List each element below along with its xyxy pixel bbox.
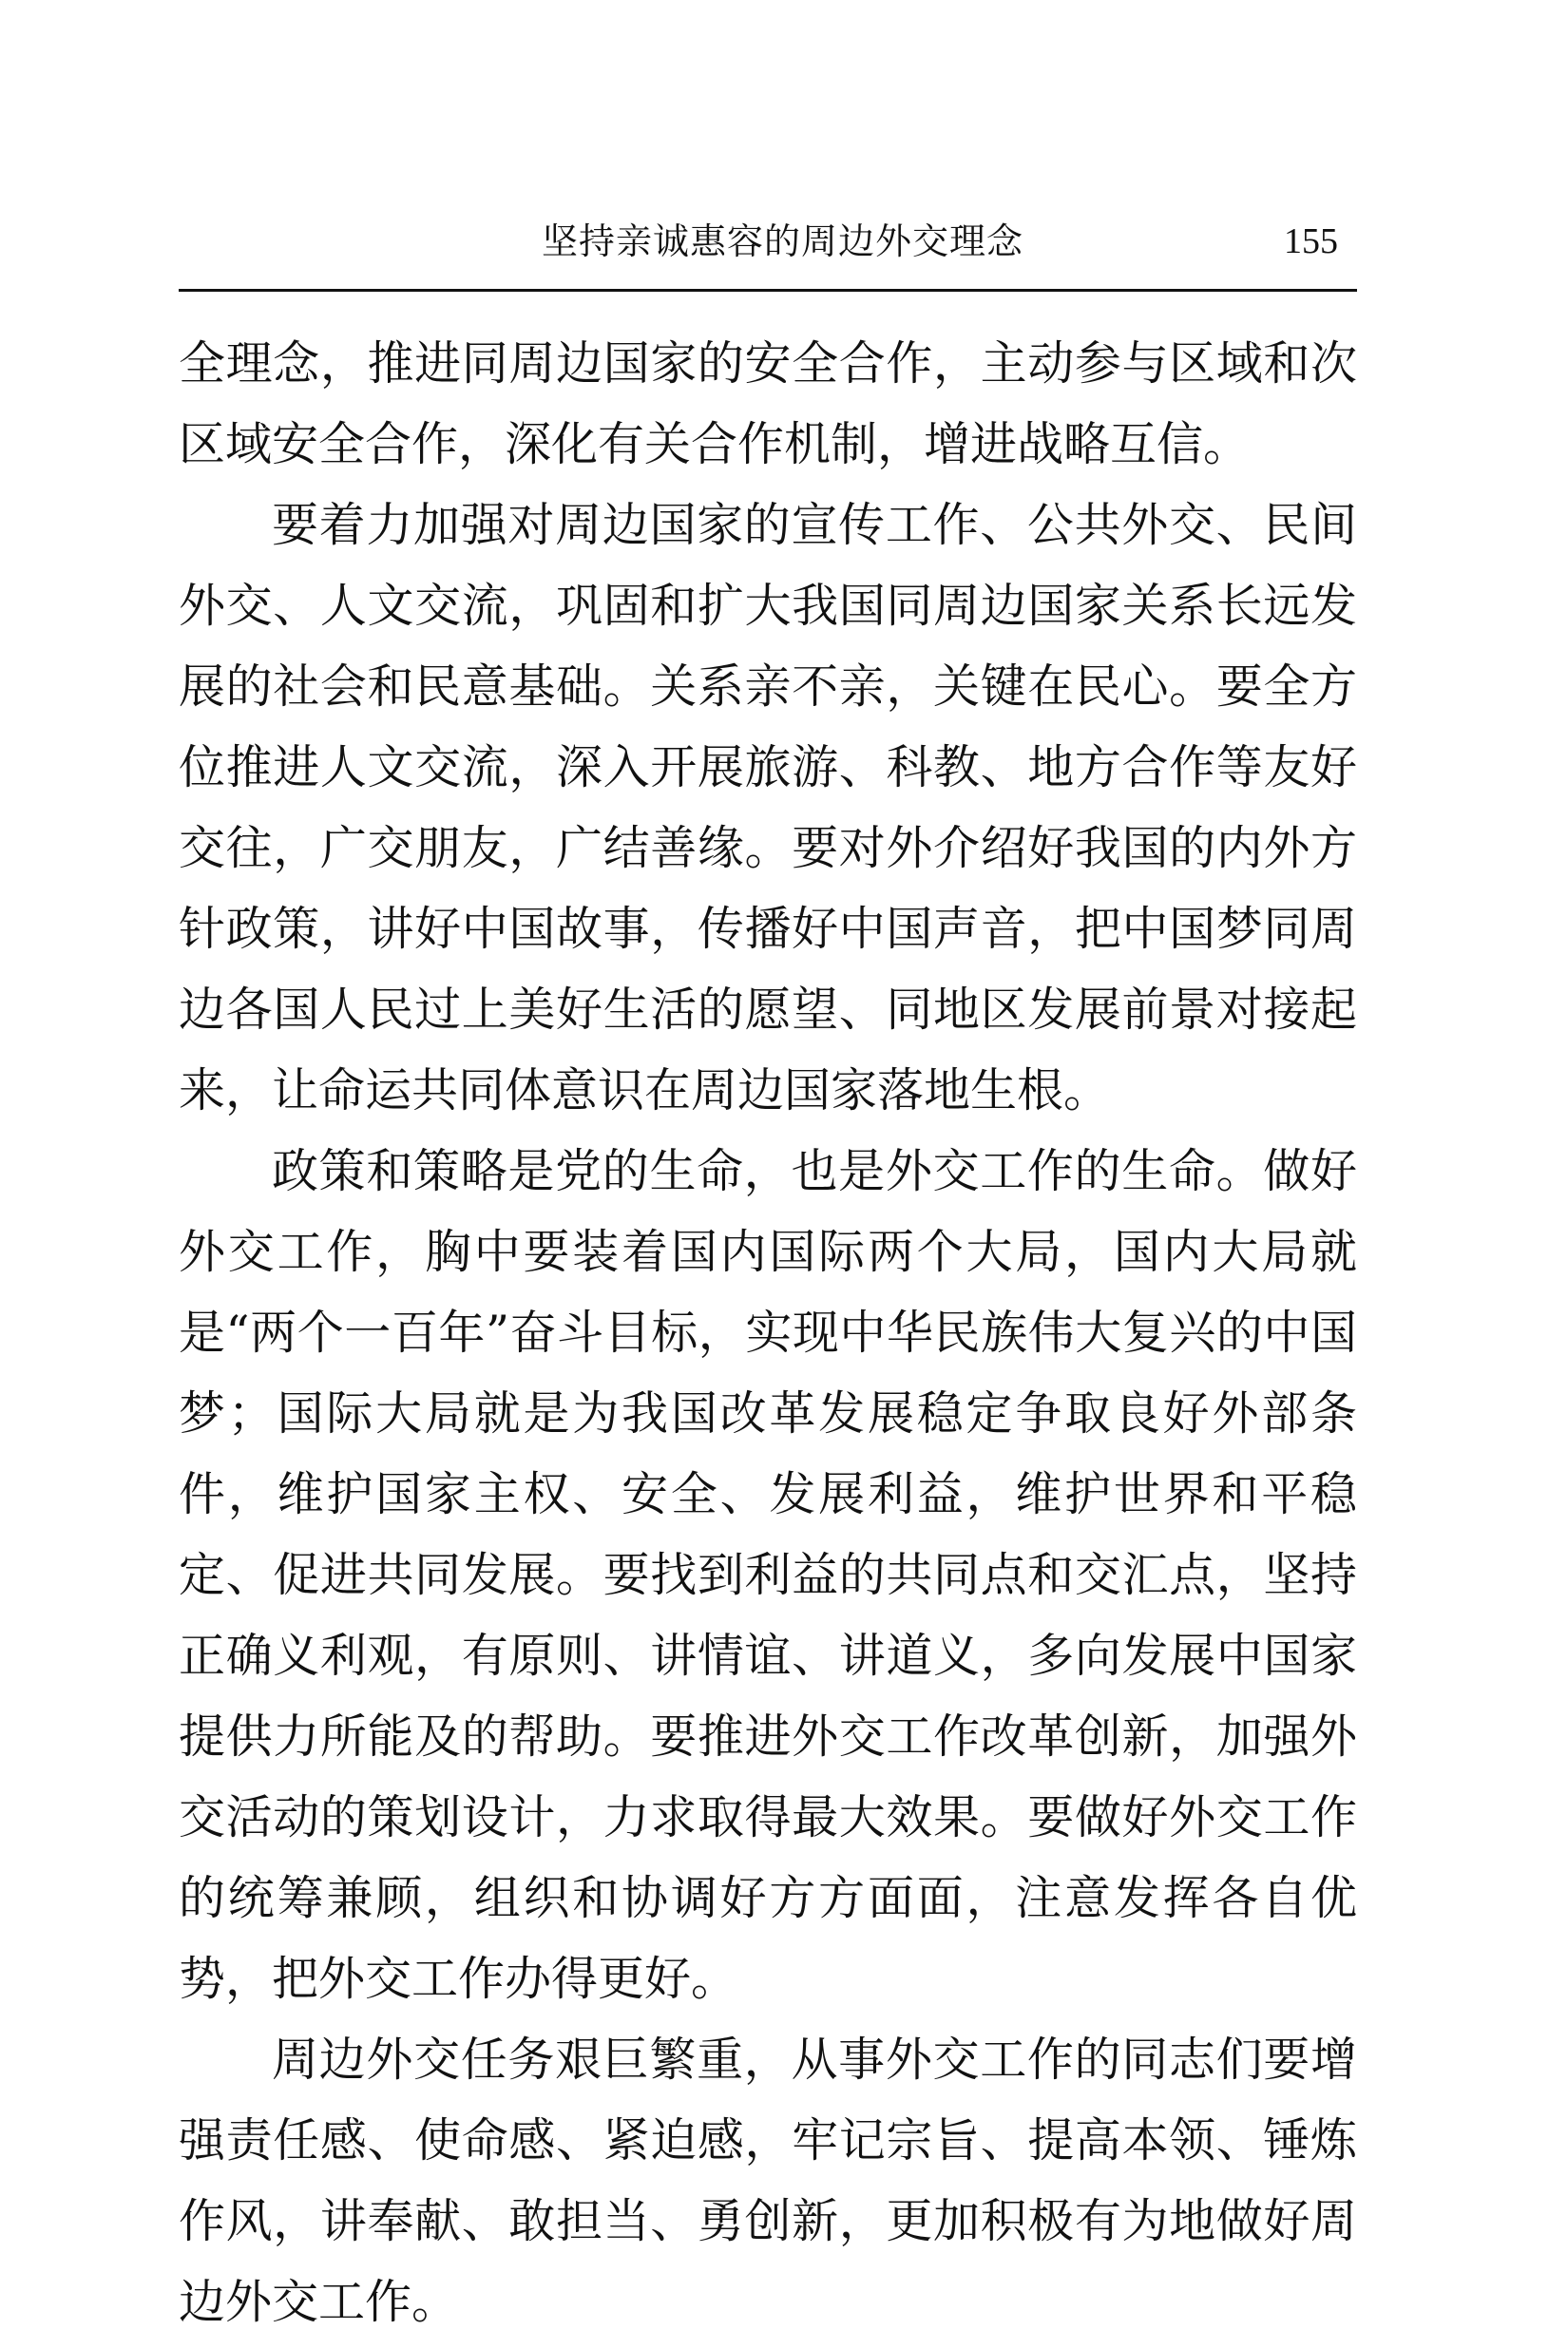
paragraph-closing: 周边外交任务艰巨繁重，从事外交工作的同志们要增强责任感、使命感、紧迫感，牢记宗旨、提高本领、锤炼作风，讲奉献、敢担当、勇创新，更加积极有为地做好周边外交工作。 <box>179 2033 1357 2329</box>
paragraph-policy-strategy: 政策和策略是党的生命，也是外交工作的生命。做好外交工作，胸中要装着国内国际两个大局，国内大局就是“两个一百年”奋斗目标，实现中华民族伟大复兴的中国梦；国际大局就是为我国改革发展稳定争取良好外部条件，维护国家主权、安全、发展利益，维护世界和平稳定、促进共同发展。要找到利益的共同点和交汇点，坚持正确义利观，有原则、讲情谊、讲道义，多向发展中国家提供力所能及的帮助。要推进外交工作改革创新，加强外交活动的策划设计，力求取得最大效果。要做好外交工作的统筹兼顾，组织和协调好方方面面，注意发挥各自优势，把外交工作办得更好。 <box>179 1144 1357 2006</box>
page-number: 155 <box>1284 221 1338 261</box>
page-header <box>179 215 1357 292</box>
paragraph-continuation: 全理念，推进同周边国家的安全合作，主动参与区域和次区域安全合作，深化有关合作机制，增进战略互信。 <box>179 336 1357 471</box>
paragraph-public-diplomacy: 要着力加强对周边国家的宣传工作、公共外交、民间外交、人文交流，巩固和扩大我国同周边国家关系长远发展的社会和民意基础。关系亲不亲，关键在民心。要全方位推进人文交流，深入开展旅游、科教、地方合作等友好交往，广交朋友，广结善缘。要对外介绍好我国的内外方针政策，讲好中国故事，传播好中国声音，把中国梦同周边各国人民过上美好生活的愿望、同地区发展前景对接起来，让命运共同体意识在周边国家落地生根。 <box>179 498 1357 1117</box>
running-title: 坚持亲诚惠容的周边外交理念 <box>542 220 1024 262</box>
body-text <box>179 323 1357 2342</box>
